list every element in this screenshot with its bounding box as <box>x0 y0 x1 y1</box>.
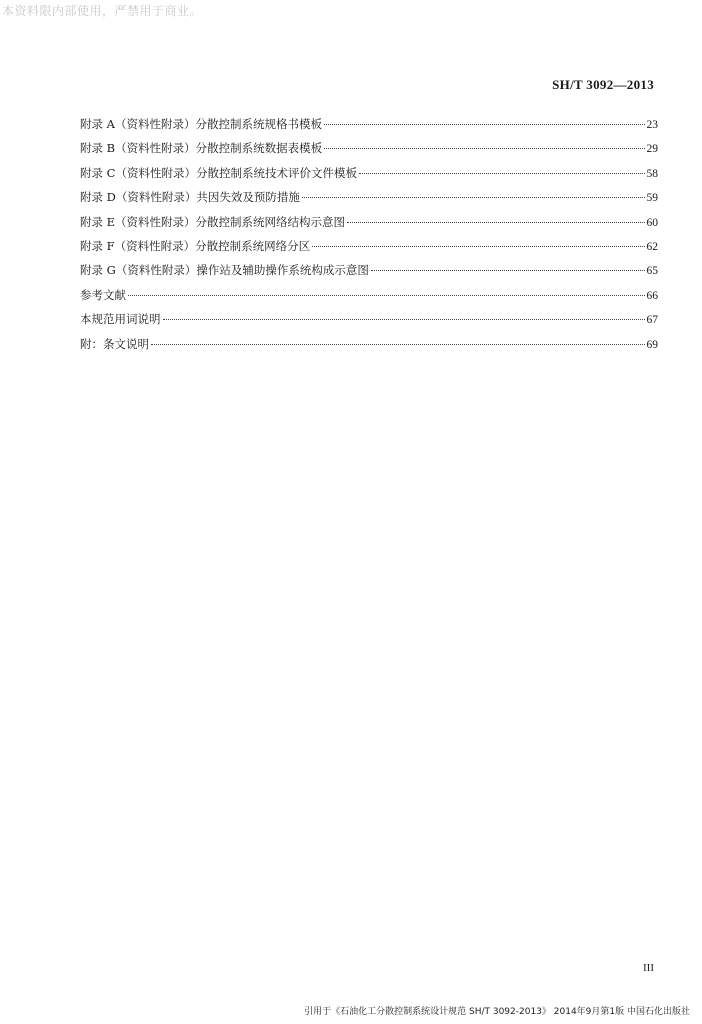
toc-entry[interactable] <box>80 234 658 258</box>
toc-dot-leader <box>324 124 645 125</box>
toc-dot-leader <box>128 295 645 296</box>
watermark-text: 本资料限内部使用，严禁用于商业。 <box>2 4 203 18</box>
toc-dot-leader <box>302 197 645 198</box>
toc-entry-page: 62 <box>646 240 658 253</box>
document-code: SH/T 3092—2013 <box>552 77 654 92</box>
toc-entry-label: 附：条文说明 <box>80 336 149 351</box>
toc-entry-label: 附录 C（资料性附录）分散控制系统技术评价文件模板 <box>80 165 357 180</box>
toc-entry[interactable] <box>80 161 658 185</box>
toc-entry[interactable] <box>80 307 658 331</box>
toc-entry-label: 参考文献 <box>80 287 126 302</box>
toc-entry-page: 58 <box>646 167 658 180</box>
toc-dot-leader <box>347 222 644 223</box>
toc-entry-label: 附录 A（资料性附录）分散控制系统规格书模板 <box>80 117 322 131</box>
toc-entry-label: 本规范用词说明 <box>80 312 161 327</box>
toc-entry-page: 69 <box>646 338 658 351</box>
toc-entry-page: 66 <box>646 289 658 302</box>
toc-entry-label: 附录 E（资料性附录）分散控制系统网络结构示意图 <box>80 214 346 229</box>
toc-entry-label: 附录 G（资料性附录）操作站及辅助操作系统构成示意图 <box>80 263 369 278</box>
toc-entry-label: 附录 D（资料性附录）共因失效及预防措施 <box>80 190 300 205</box>
citation-footer: 引用于《石油化工分散控制系统设计规范 SH/T 3092-2013》 2014年9月第1版 中国石化出版社 <box>304 1007 690 1017</box>
toc-dot-leader <box>151 344 645 345</box>
toc-entry-page: 29 <box>646 143 658 156</box>
toc-entry[interactable] <box>80 332 658 356</box>
table-of-contents <box>80 112 658 356</box>
toc-entry-page: 23 <box>646 119 658 131</box>
toc-dot-leader <box>371 270 645 271</box>
toc-entry[interactable] <box>80 136 658 160</box>
toc-entry-page: 60 <box>646 216 658 229</box>
toc-entry[interactable] <box>80 112 658 136</box>
toc-entry-page: 65 <box>646 265 658 278</box>
toc-entry-page: 67 <box>646 314 658 327</box>
toc-entry[interactable] <box>80 210 658 234</box>
toc-entry[interactable] <box>80 185 658 209</box>
page-number: III <box>643 962 654 974</box>
toc-dot-leader <box>359 173 645 174</box>
toc-dot-leader <box>324 148 644 149</box>
toc-dot-leader <box>163 319 645 320</box>
toc-entry-label: 附录 B（资料性附录）分散控制系统数据表模板 <box>80 141 323 156</box>
toc-dot-leader <box>312 246 644 247</box>
toc-entry[interactable] <box>80 258 658 282</box>
toc-entry[interactable] <box>80 283 658 307</box>
toc-entry-label: 附录 F（资料性附录）分散控制系统网络分区 <box>80 238 311 253</box>
toc-entry-page: 59 <box>646 192 658 205</box>
